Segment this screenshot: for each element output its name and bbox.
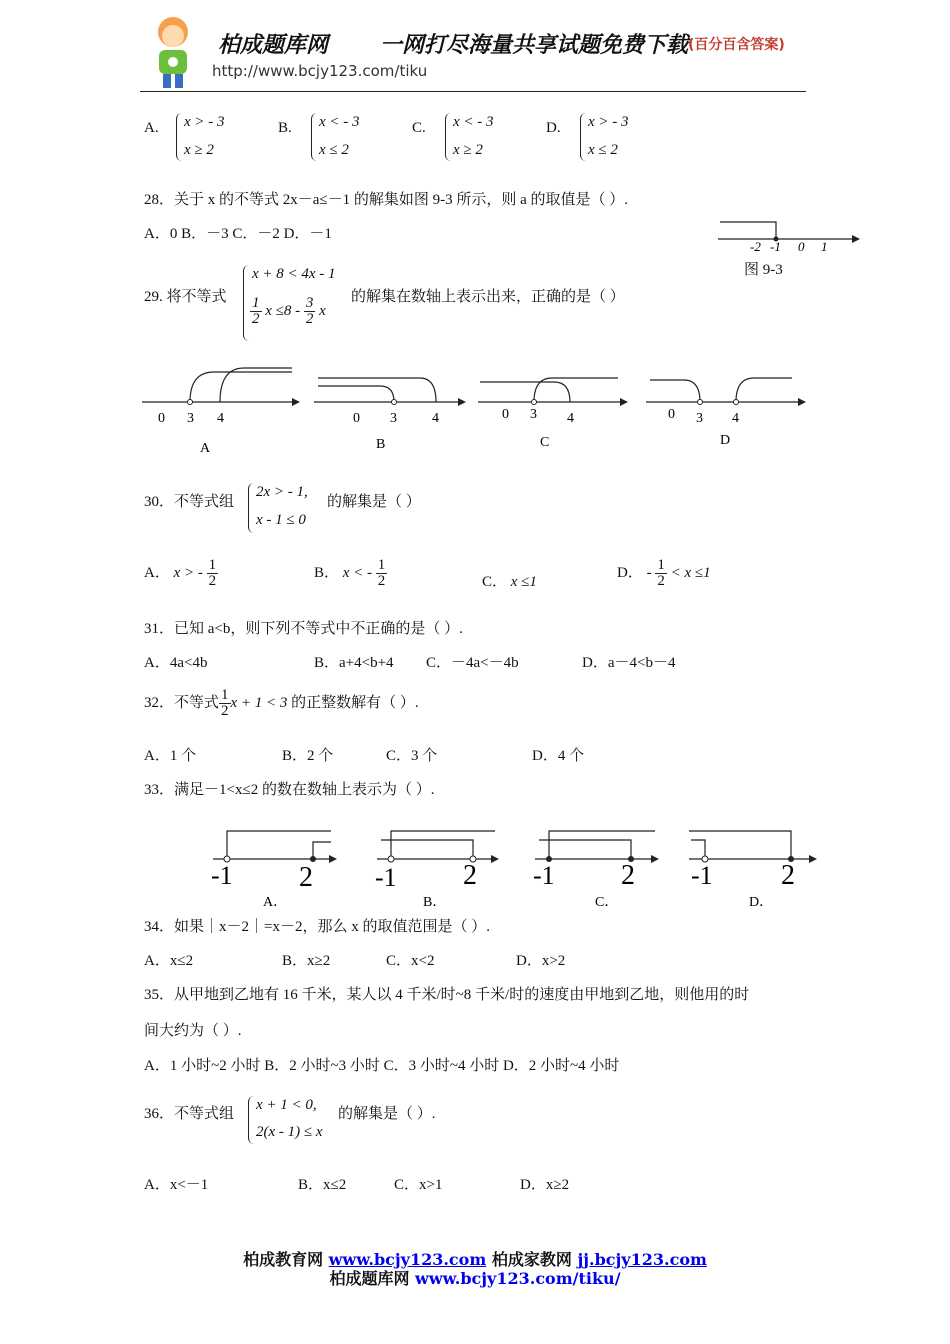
option-label: D.	[546, 120, 561, 136]
q30-option-a: A． x > - $\frac{1}{2}$	[144, 557, 217, 589]
option-label: A.	[144, 120, 159, 136]
q34-option-c: C．x<2	[386, 953, 435, 969]
q29-option-a	[142, 368, 300, 456]
q34-option-b: B．x≥2	[282, 953, 331, 969]
svg-text:-1: -1	[533, 861, 555, 890]
q31-option-b: B．a+4<b+4	[314, 655, 394, 671]
header-rule	[140, 91, 806, 92]
q33-option-c	[533, 831, 659, 910]
svg-text:3: 3	[187, 411, 194, 426]
q33-number-lines	[205, 822, 825, 914]
svg-text:2: 2	[621, 860, 635, 891]
q28-number-line-figure	[714, 214, 860, 254]
option-label: B.	[278, 120, 292, 136]
site-name: 柏成题库网	[218, 32, 329, 58]
q31-stem: 31．已知 a<b，则下列不等式中不正确的是（ ）.	[144, 621, 463, 637]
q32: 32．不等式 $\frac{1}{2}$ x + 1 < 3 的正整数解有（ ）.	[144, 687, 419, 719]
svg-text:D: D	[720, 433, 731, 448]
q36-option-a: A．x<－1	[144, 1177, 209, 1193]
q36-option-d: D．x≥2	[520, 1177, 570, 1193]
svg-text:B．: B．	[423, 895, 447, 910]
q34-option-a: A．x≤2	[144, 953, 194, 969]
footer-link-main[interactable]: www.bcjy123.com	[328, 1250, 487, 1269]
q32-option-a: A．1 个	[144, 748, 197, 764]
q33-option-d	[689, 831, 817, 910]
svg-text:3: 3	[696, 411, 703, 426]
svg-text:B: B	[376, 437, 386, 452]
q28-tick: -2	[750, 239, 761, 254]
svg-text:A: A	[200, 441, 211, 456]
svg-text:3: 3	[530, 407, 537, 422]
q31-option-a: A．4a<4b	[144, 655, 208, 671]
svg-text:4: 4	[217, 411, 224, 426]
footer-label: 柏成题库网	[329, 1269, 410, 1288]
answer-badge: (百分百含答案)	[688, 37, 785, 53]
q29-number-lines	[140, 360, 810, 460]
q28-options: A．0 B．－3 C．－2 D．－1	[144, 226, 332, 242]
q32-option-b: B．2 个	[282, 748, 334, 764]
q33-option-b	[375, 831, 499, 910]
header-url[interactable]: http://www.bcjy123.com/tiku	[212, 62, 428, 80]
q29-option-c	[478, 378, 628, 450]
svg-text:A．: A．	[263, 895, 288, 910]
q35-options: A．1 小时~2 小时 B．2 小时~3 小时 C．3 小时~4 小时 D．2 小时~4 小时	[144, 1058, 620, 1074]
svg-text:2: 2	[781, 860, 795, 891]
svg-text:4: 4	[432, 411, 439, 426]
footer-link-tiku[interactable]: www.bcjy123.com/tiku/	[415, 1269, 621, 1288]
svg-text:-1: -1	[691, 861, 713, 890]
footer	[0, 1250, 950, 1288]
q28-tick: 0	[798, 239, 805, 254]
svg-text:-1: -1	[211, 861, 233, 890]
svg-text:0: 0	[668, 407, 675, 422]
slogan: 一网打尽海量共享试题免费下载	[380, 32, 689, 58]
footer-link-jj[interactable]: jj.bcjy123.com	[577, 1250, 707, 1269]
q29-option-d	[646, 378, 806, 448]
q34-stem: 34．如果｜x－2｜=x－2，那么 x 的取值范围是（ ）.	[144, 919, 490, 935]
q30-option-b: B． x < - $\frac{1}{2}$	[314, 557, 386, 589]
svg-text:0: 0	[158, 411, 165, 426]
q30-option-c: C． x ≤1	[482, 574, 537, 590]
mascot-logo	[145, 12, 205, 92]
q28-tick: 1	[821, 239, 828, 254]
svg-text:0: 0	[353, 411, 360, 426]
svg-text:2: 2	[299, 862, 313, 893]
q28-fig-caption: 图 9-3	[744, 262, 783, 278]
q30-option-d: D． - $\frac{1}{2}$ < x ≤1	[617, 557, 711, 589]
option-label: C.	[412, 120, 426, 136]
svg-text:-1: -1	[375, 863, 397, 892]
q31-option-d: D．a－4<b－4	[582, 655, 676, 671]
svg-text:0: 0	[502, 407, 509, 422]
q28-tick: -1	[770, 239, 781, 254]
svg-text:2: 2	[463, 860, 477, 891]
q29-option-b	[314, 378, 466, 452]
svg-text:4: 4	[732, 411, 739, 426]
q36-option-c: C．x>1	[394, 1177, 443, 1193]
q31-option-c: C．－4a<－4b	[426, 655, 519, 671]
q33-stem: 33．满足－1<x≤2 的数在数轴上表示为（ ）.	[144, 782, 435, 798]
q34-option-d: D．x>2	[516, 953, 566, 969]
header	[140, 10, 810, 94]
footer-label: 柏成家教网	[491, 1250, 572, 1269]
svg-text:D．: D．	[749, 895, 774, 910]
q32-option-d: D．4 个	[532, 748, 585, 764]
q35-stem-line1: 35．从甲地到乙地有 16 千米，某人以 4 千米/时~8 千米/时的速度由甲地到乙地，则他用的时	[144, 987, 750, 1003]
svg-text:4: 4	[567, 411, 574, 426]
q28-stem: 28．关于 x 的不等式 2x－a≤－1 的解集如图 9-3 所示，则 a 的取值是（ ）.	[144, 192, 629, 208]
q33-option-a	[211, 831, 337, 910]
q32-option-c: C．3 个	[386, 748, 438, 764]
q36-option-b: B．x≤2	[298, 1177, 347, 1193]
svg-text:C．: C．	[595, 895, 619, 910]
svg-text:C: C	[540, 435, 550, 450]
footer-label: 柏成教育网	[243, 1250, 324, 1269]
svg-text:3: 3	[390, 411, 397, 426]
q35-stem-line2: 间大约为（ ）.	[144, 1023, 242, 1039]
